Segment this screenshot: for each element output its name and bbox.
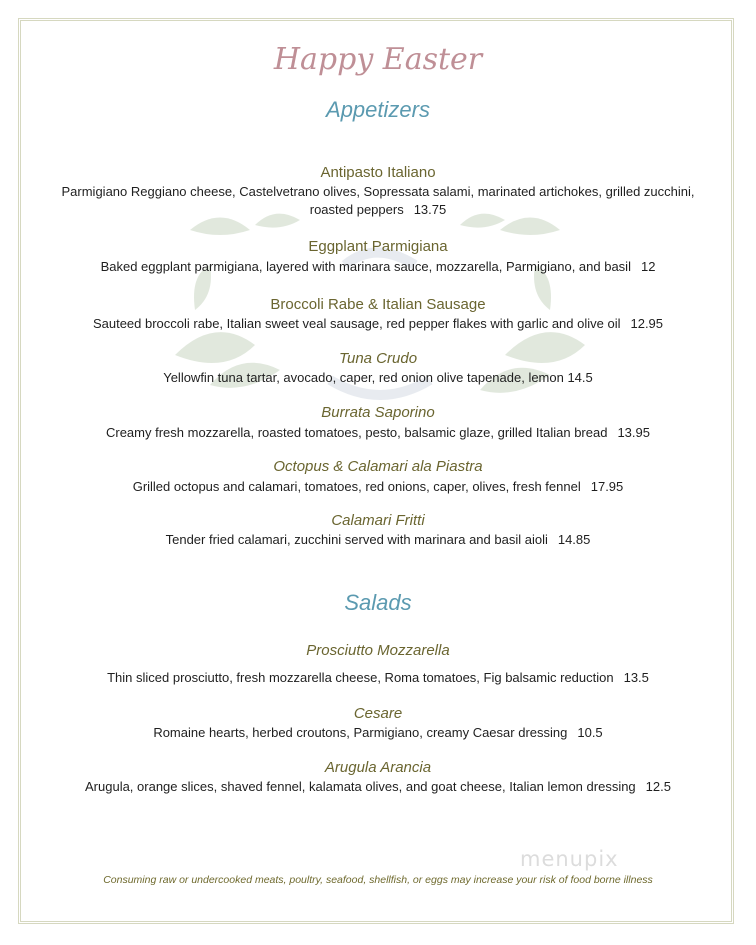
item-description: Yellowfin tuna tartar, avocado, caper, red onion olive tapenade, lemon 14.5 <box>163 370 593 385</box>
item-price: 12.95 <box>630 316 664 331</box>
item-name: Eggplant Parmigiana <box>308 238 448 255</box>
item-description: Sauteed broccoli rabe, Italian sweet veal sausage, red pepper flakes with garlic and olive oil 12.95 <box>92 316 664 331</box>
item-price: 13.95 <box>617 425 650 440</box>
item-price: 14.85 <box>557 532 591 547</box>
item-price: 12.5 <box>645 779 671 794</box>
item-description: Baked eggplant parmigiana, layered with marinara sauce, mozzarella, Parmigiano, and basil 12 <box>100 259 656 274</box>
item-price: 13.75 <box>413 202 447 217</box>
item-price: 10.5 <box>577 725 603 740</box>
menupix-watermark: menupix <box>520 847 619 871</box>
item-name: Octopus & Calamari ala Piastra <box>273 458 483 475</box>
item-description: Thin sliced prosciutto, fresh mozzarella cheese, Roma tomatoes, Fig balsamic reduction 13.5 <box>107 670 649 685</box>
menu-title: Happy Easter <box>273 42 483 77</box>
item-description: Creamy fresh mozzarella, roasted tomatoes, pesto, balsamic glaze, grilled Italian bread 13.95 <box>105 425 650 440</box>
item-name: Arugula Arancia <box>324 759 432 776</box>
item-name: Prosciutto Mozzarella <box>306 642 450 659</box>
item-name: Broccoli Rabe & Italian Sausage <box>270 296 486 313</box>
item-name: Antipasto Italiano <box>320 164 436 181</box>
item-name: Calamari Fritti <box>331 512 425 529</box>
item-description: Grilled octopus and calamari, tomatoes, red onions, caper, olives, fresh fennel 17.95 <box>132 479 624 494</box>
item-description: Romaine hearts, herbed croutons, Parmigiano, creamy Caesar dressing 10.5 <box>153 725 603 740</box>
item-description: Tender fried calamari, zucchini served with marinara and basil aioli 14.85 <box>165 532 591 547</box>
item-price: 12 <box>640 259 656 274</box>
item-name: Cesare <box>353 705 403 722</box>
item-description: Parmigiano Reggiano cheese, Castelvetrano olives, Sopressata salami, marinated artichokes, grilled zucchini, <box>61 184 695 199</box>
item-description: Arugula, orange slices, shaved fennel, kalamata olives, and goat cheese, Italian lemon dressing 12.5 <box>85 779 671 794</box>
food-safety-disclaimer: Consuming raw or undercooked meats, poultry, seafood, shellfish, or eggs may increase your risk of food borne illness <box>103 874 653 886</box>
item-description-line2: roasted peppers 13.75 <box>309 202 447 217</box>
item-name: Burrata Saporino <box>321 404 435 421</box>
item-price: 17.95 <box>590 479 624 494</box>
item-name: Tuna Crudo <box>338 350 418 367</box>
section-heading-appetizers: Appetizers <box>326 97 430 122</box>
section-heading-salads: Salads <box>344 590 412 615</box>
item-price: 13.5 <box>623 670 649 685</box>
